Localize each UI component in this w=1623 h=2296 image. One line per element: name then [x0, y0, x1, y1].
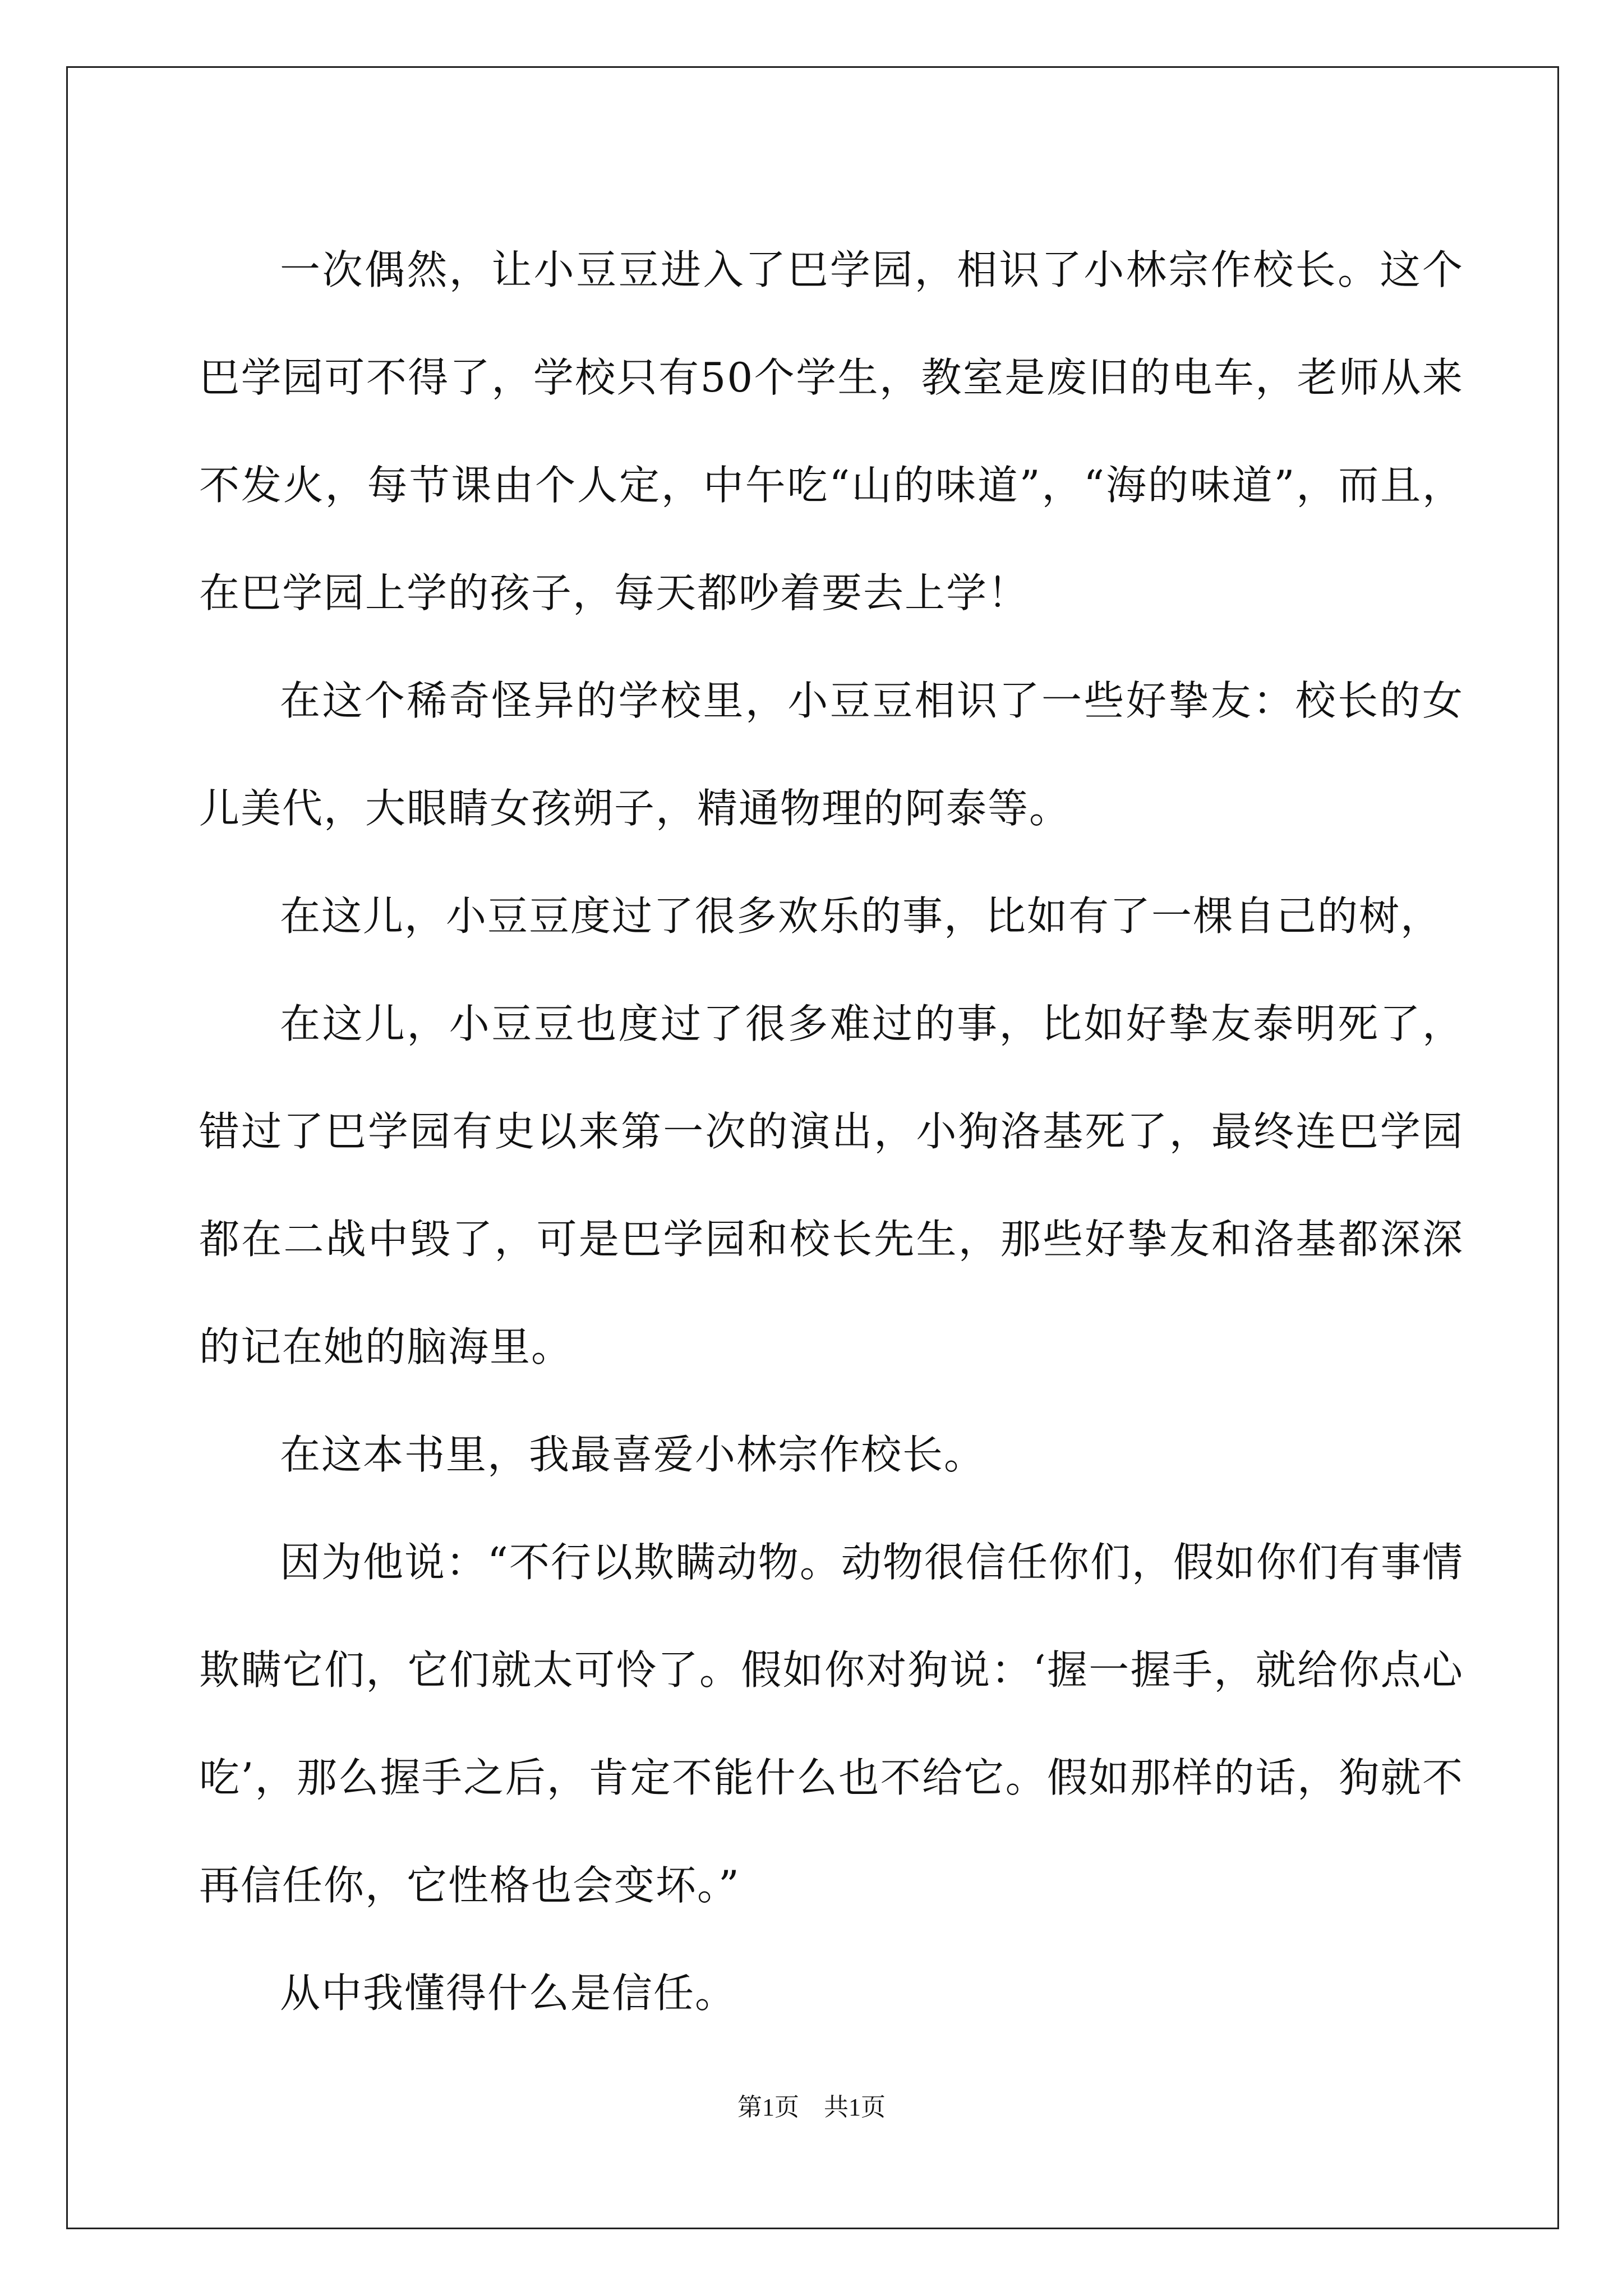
document-body — [199, 216, 1464, 2047]
page-number-total: 共1页 — [824, 2093, 886, 2121]
page-number-current: 第1页 — [737, 2093, 799, 2121]
page-footer — [0, 2087, 1623, 2123]
paragraph: 在这儿，小豆豆也度过了很多难过的事，比如好挚友泰明死了，错过了巴学园有史以来第一次的演出，小狗洛基死了，最终连巴学园都在二战中毁了，可是巴学园和校长先生，那些好挚友和洛基都深深的记在她的脑海里。 — [199, 1000, 1464, 1370]
paragraph: 因为他说：“不行以欺瞒动物。动物很信任你们，假如你们有事情欺瞒它们，它们就太可怜了。假如你对狗说：‘握一握手，就给你点心吃’，那么握手之后，肯定不能什么也不给它。假如那样的话，狗就不再信任你，它性格也会变坏。” — [199, 1539, 1464, 1909]
paragraph: 在这个稀奇怪异的学校里，小豆豆相识了一些好挚友：校长的女儿美代，大眼睛女孩朔子，精通物理的阿泰等。 — [199, 677, 1464, 832]
paragraph: 在这儿，小豆豆度过了很多欢乐的事，比如有了一棵自己的树， — [280, 892, 1442, 940]
paragraph: 在这本书里，我最喜爱小林宗作校长。 — [280, 1431, 986, 1478]
paragraph: 一次偶然，让小豆豆进入了巴学园，相识了小林宗作校长。这个巴学园可不得了，学校只有50个学生，教室是废旧的电车，老师从来不发火，每节课由个人定，中午吃“山的味道”，“海的味道”，而且，在巴学园上学的孩子，每天都吵着要去上学！ — [199, 246, 1464, 616]
paragraph: 从中我懂得什么是信任。 — [280, 1970, 737, 2017]
